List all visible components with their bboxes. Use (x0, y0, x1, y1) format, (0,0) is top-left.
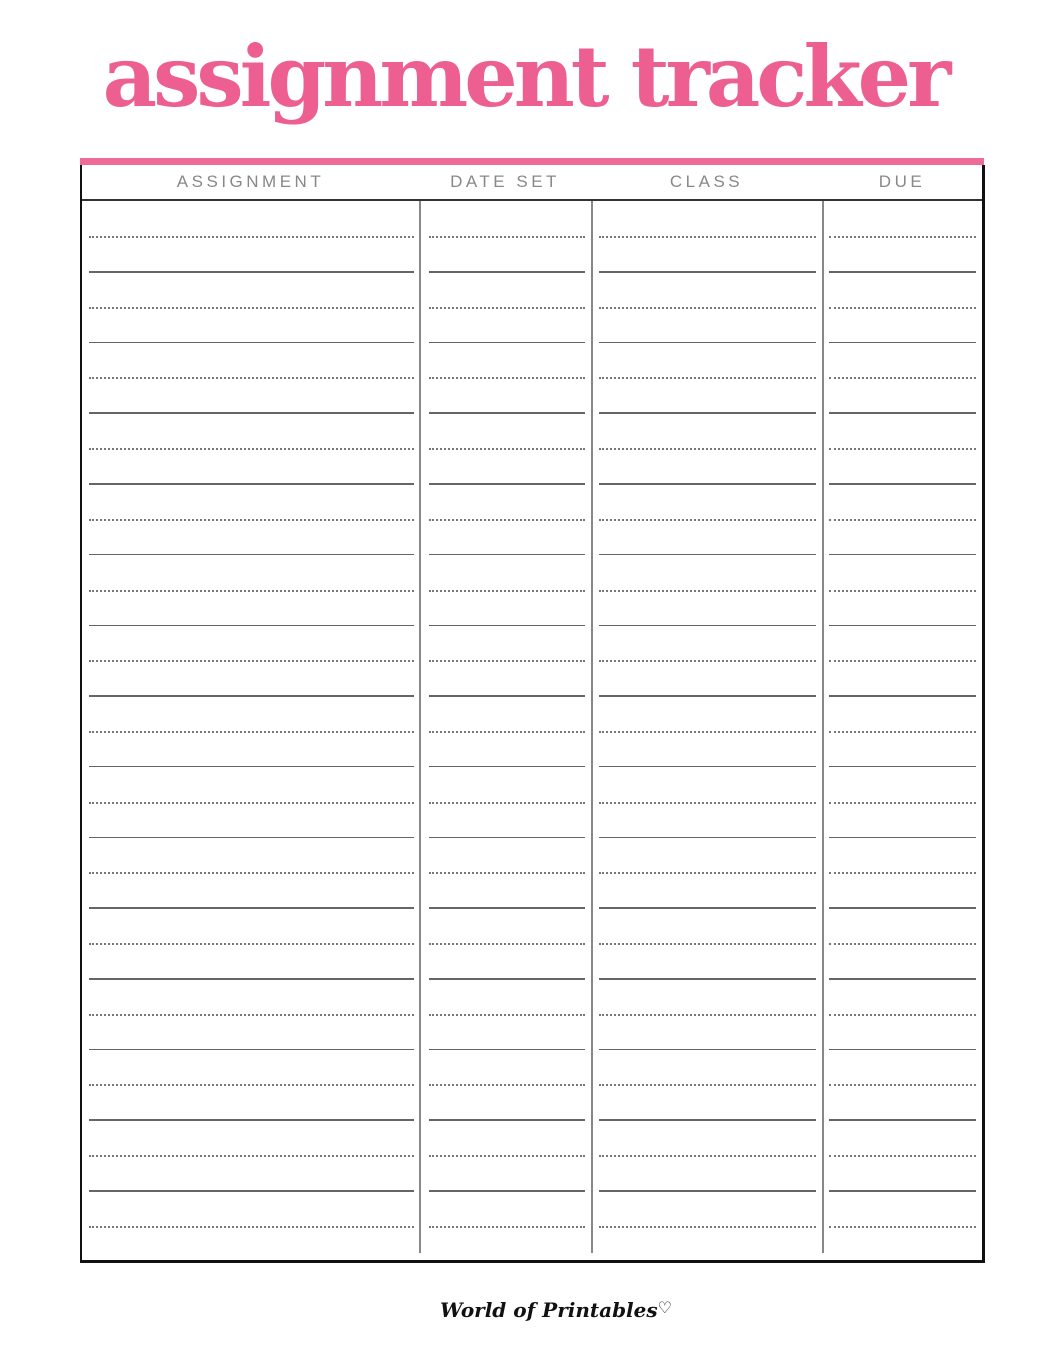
row-separator (599, 907, 816, 909)
row-separator (429, 837, 585, 839)
column-header-date-set: DATE SET (450, 172, 560, 191)
row-separator (599, 271, 816, 273)
write-line-assignment[interactable] (89, 802, 414, 804)
write-line-assignment[interactable] (89, 377, 414, 379)
column-divider (419, 201, 421, 1253)
page-title: assignment tracker (102, 27, 948, 126)
write-line-date-set[interactable] (429, 1226, 585, 1228)
row-separator (829, 412, 976, 414)
row-separator (829, 837, 976, 839)
row-separator (89, 907, 414, 909)
row-separator (599, 1049, 816, 1051)
write-line-assignment[interactable] (89, 448, 414, 450)
write-line-class[interactable] (599, 1014, 816, 1016)
write-line-due[interactable] (829, 519, 976, 521)
row-separator (89, 483, 414, 485)
row-separator (429, 907, 585, 909)
row-separator (89, 412, 414, 414)
write-line-date-set[interactable] (429, 377, 585, 379)
row-separator (829, 1049, 976, 1051)
write-line-class[interactable] (599, 1226, 816, 1228)
row-separator (599, 483, 816, 485)
write-line-due[interactable] (829, 872, 976, 874)
accent-bar (80, 158, 984, 165)
write-line-class[interactable] (599, 1155, 816, 1157)
row-separator (89, 1190, 414, 1192)
row-separator (429, 625, 585, 627)
row-separator (829, 554, 976, 556)
row-separator (599, 625, 816, 627)
write-line-class[interactable] (599, 448, 816, 450)
row-separator (89, 342, 414, 344)
write-line-assignment[interactable] (89, 590, 414, 592)
row-separator (599, 554, 816, 556)
write-line-due[interactable] (829, 1084, 976, 1086)
row-separator (429, 695, 585, 697)
write-line-assignment[interactable] (89, 1084, 414, 1086)
write-line-assignment[interactable] (89, 236, 414, 238)
write-line-class[interactable] (599, 307, 816, 309)
row-separator (429, 483, 585, 485)
write-line-due[interactable] (829, 236, 976, 238)
write-line-date-set[interactable] (429, 660, 585, 662)
write-line-assignment[interactable] (89, 872, 414, 874)
column-header-class: CLASS (669, 172, 744, 191)
row-separator (429, 342, 585, 344)
write-line-date-set[interactable] (429, 731, 585, 733)
write-line-class[interactable] (599, 590, 816, 592)
write-line-date-set[interactable] (429, 802, 585, 804)
write-line-class[interactable] (599, 731, 816, 733)
heart-icon: ♡ (657, 1298, 672, 1317)
row-separator (89, 554, 414, 556)
write-line-assignment[interactable] (89, 1155, 414, 1157)
row-separator (429, 1119, 585, 1121)
row-separator (429, 554, 585, 556)
write-line-due[interactable] (829, 590, 976, 592)
row-separator (89, 1119, 414, 1121)
row-separator (599, 837, 816, 839)
write-line-date-set[interactable] (429, 1084, 585, 1086)
row-separator (829, 978, 976, 980)
row-separator (429, 1049, 585, 1051)
row-separator (599, 766, 816, 768)
write-line-class[interactable] (599, 236, 816, 238)
write-line-date-set[interactable] (429, 1155, 585, 1157)
write-line-class[interactable] (599, 943, 816, 945)
write-line-class[interactable] (599, 872, 816, 874)
row-separator (429, 1190, 585, 1192)
write-line-class[interactable] (599, 519, 816, 521)
write-line-assignment[interactable] (89, 943, 414, 945)
write-line-due[interactable] (829, 307, 976, 309)
row-separator (599, 342, 816, 344)
write-line-date-set[interactable] (429, 519, 585, 521)
row-separator (429, 271, 585, 273)
row-separator (599, 978, 816, 980)
brand-text: World of Printables (440, 1298, 658, 1322)
row-separator (89, 271, 414, 273)
write-line-date-set[interactable] (429, 590, 585, 592)
write-line-due[interactable] (829, 377, 976, 379)
write-line-assignment[interactable] (89, 307, 414, 309)
write-line-due[interactable] (829, 660, 976, 662)
write-line-due[interactable] (829, 802, 976, 804)
row-separator (89, 625, 414, 627)
row-separator (599, 412, 816, 414)
column-header-due: DUE (878, 172, 926, 191)
write-line-assignment[interactable] (89, 731, 414, 733)
write-line-date-set[interactable] (429, 307, 585, 309)
write-line-date-set[interactable] (429, 872, 585, 874)
row-separator (829, 342, 976, 344)
row-separator (599, 695, 816, 697)
write-line-assignment[interactable] (89, 1226, 414, 1228)
write-line-class[interactable] (599, 802, 816, 804)
row-separator (599, 1190, 816, 1192)
row-separator (429, 766, 585, 768)
row-separator (829, 1190, 976, 1192)
column-header-assignment: ASSIGNMENT (176, 172, 325, 191)
brand-logo (440, 1298, 672, 1322)
write-line-class[interactable] (599, 377, 816, 379)
row-separator (429, 412, 585, 414)
write-line-due[interactable] (829, 1014, 976, 1016)
write-line-date-set[interactable] (429, 448, 585, 450)
row-separator (599, 1119, 816, 1121)
write-line-date-set[interactable] (429, 236, 585, 238)
write-line-due[interactable] (829, 1155, 976, 1157)
row-separator (829, 483, 976, 485)
write-line-class[interactable] (599, 1084, 816, 1086)
row-separator (89, 766, 414, 768)
write-line-date-set[interactable] (429, 943, 585, 945)
row-separator (89, 837, 414, 839)
write-line-due[interactable] (829, 448, 976, 450)
column-divider (822, 201, 824, 1253)
write-line-due[interactable] (829, 943, 976, 945)
write-line-due[interactable] (829, 731, 976, 733)
write-line-assignment[interactable] (89, 519, 414, 521)
table-header (82, 165, 982, 201)
write-line-date-set[interactable] (429, 1014, 585, 1016)
row-separator (89, 695, 414, 697)
column-divider (591, 201, 593, 1253)
row-separator (89, 978, 414, 980)
row-separator (829, 766, 976, 768)
row-separator (829, 1119, 976, 1121)
write-line-due[interactable] (829, 1226, 976, 1228)
row-separator (829, 907, 976, 909)
write-line-assignment[interactable] (89, 660, 414, 662)
write-line-class[interactable] (599, 660, 816, 662)
row-separator (829, 625, 976, 627)
row-separator (89, 1049, 414, 1051)
row-separator (829, 271, 976, 273)
tracker-table (80, 165, 985, 1263)
row-separator (829, 695, 976, 697)
row-separator (429, 978, 585, 980)
write-line-assignment[interactable] (89, 1014, 414, 1016)
